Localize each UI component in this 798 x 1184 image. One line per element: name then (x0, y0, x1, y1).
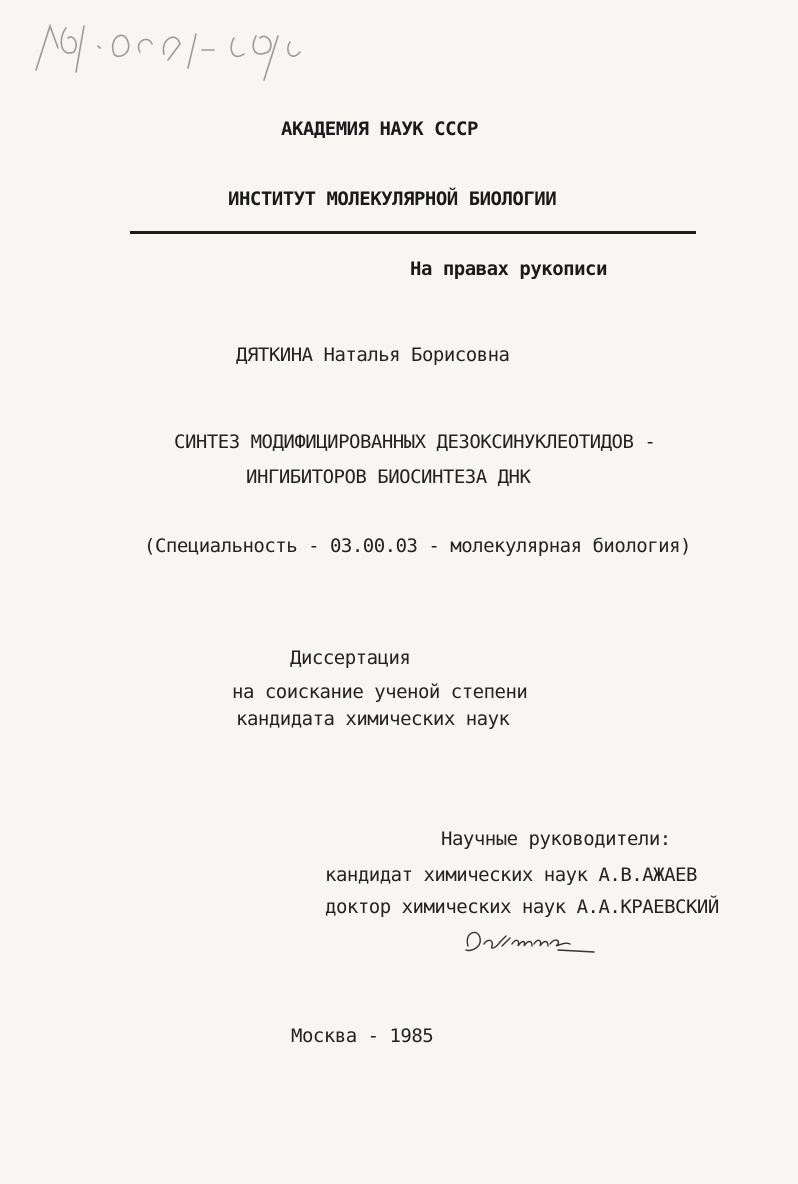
supervisor-1: кандидат химических наук А.В.АЖАЕВ (325, 864, 697, 886)
dissertation-field-line: кандидата химических наук (236, 708, 510, 730)
author-signature (462, 922, 602, 962)
place-and-year: Москва - 1985 (291, 1025, 434, 1047)
author-name: ДЯТКИНА Наталья Борисовна (236, 344, 510, 366)
dissertation-label: Диссертация (290, 647, 411, 669)
header-divider (130, 231, 696, 234)
title-line-1: СИНТЕЗ МОДИФИЦИРОВАННЫХ ДЕЗОКСИНУКЛЕОТИДОВ - (174, 431, 656, 453)
title-line-2: ИНГИБИТОРОВ БИОСИНТЕЗА ДНК (246, 466, 531, 488)
dissertation-degree-line: на соискание ученой степени (232, 681, 528, 703)
handwritten-mark (28, 8, 328, 88)
supervisor-2: доктор химических наук А.А.КРАЕВСКИЙ (325, 896, 719, 918)
specialty: (Специальность - 03.00.03 - молекулярная биология) (144, 535, 691, 557)
academy-name: АКАДЕМИЯ НАУК СССР (281, 118, 478, 140)
rights-note: На правах рукописи (410, 258, 607, 280)
institute-name: ИНСТИТУТ МОЛЕКУЛЯРНОЙ БИОЛОГИИ (228, 188, 557, 210)
supervisors-heading: Научные руководители: (441, 828, 671, 850)
